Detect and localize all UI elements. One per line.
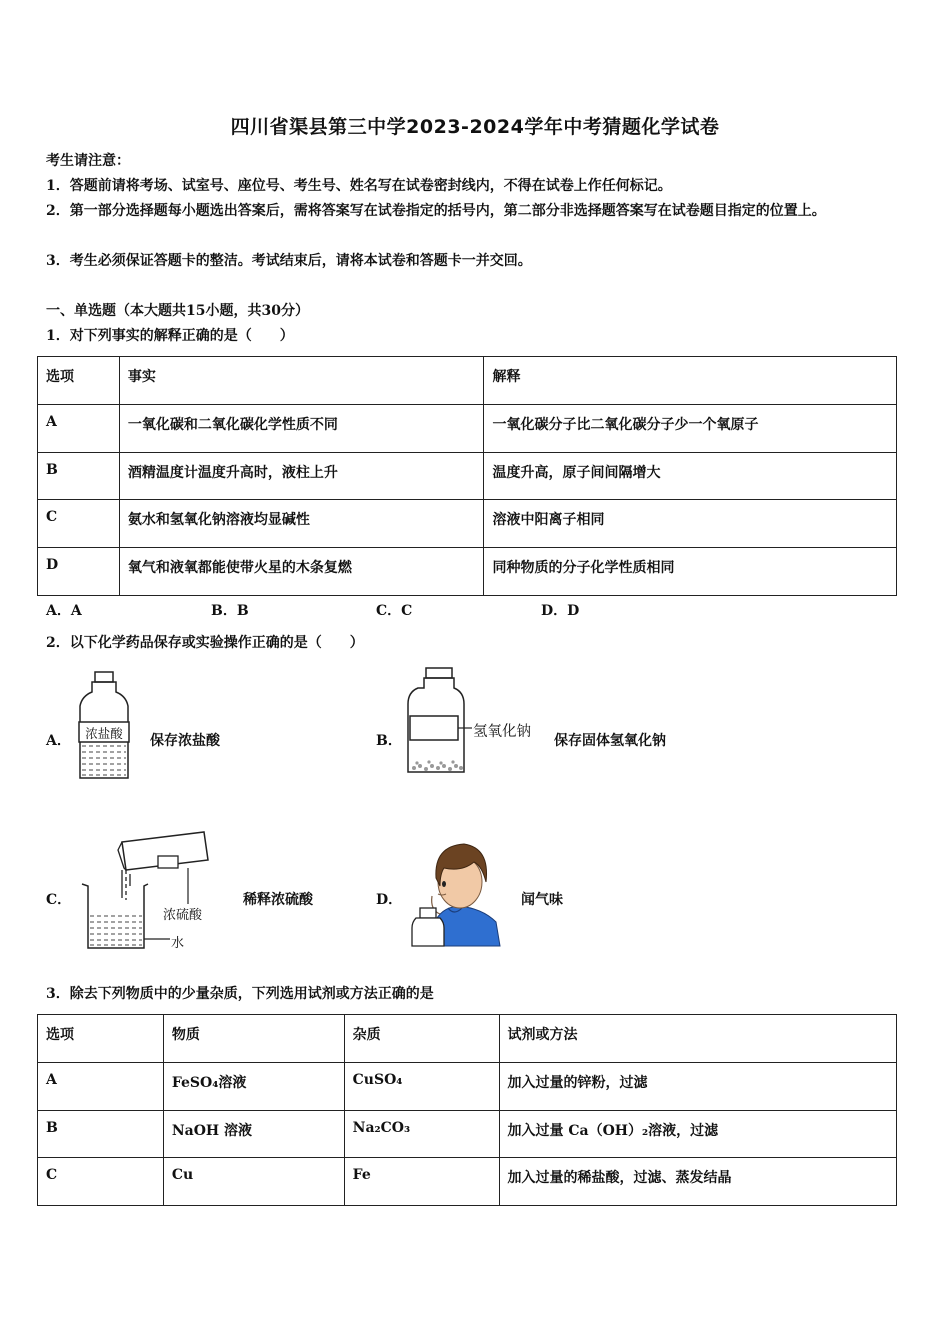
table-row <box>38 1063 897 1111</box>
table-cell: Na₂CO₃ <box>344 1111 499 1158</box>
q2-stem: 2．以下化学药品保存或实验操作正确的是（ ） <box>46 635 364 651</box>
table-cell: FeSO₄溶液 <box>163 1063 344 1111</box>
q3-header-option: 选项 <box>38 1015 164 1063</box>
q2-option-c-letter: C． <box>46 892 72 908</box>
q1-option-b: B．B <box>211 603 249 619</box>
table-cell: CuSO₄ <box>344 1063 499 1111</box>
q1-header-fact: 事实 <box>119 357 484 405</box>
table-cell: B <box>38 1111 164 1158</box>
q1-header-row <box>38 357 897 405</box>
table-cell: 温度升高，原子间间隔增大 <box>484 453 897 500</box>
q1-option-c: C．C <box>376 603 413 619</box>
notice-item-3: 3．考生必须保证答题卡的整洁。考试结束后，请将本试卷和答题卡一并交回。 <box>46 253 532 269</box>
table-cell: 溶液中阳离子相同 <box>484 500 897 548</box>
q2-c-water-label: 水 <box>171 936 185 951</box>
q2-option-a-caption: 保存浓盐酸 <box>150 733 220 749</box>
q2-option-c-caption: 稀释浓硫酸 <box>243 892 313 908</box>
table-cell: Cu <box>163 1158 344 1206</box>
q3-header-method: 试剂或方法 <box>499 1015 897 1063</box>
q1-header-option: 选项 <box>38 357 120 405</box>
table-cell: 同种物质的分子化学性质相同 <box>484 548 897 596</box>
table-cell: D <box>38 548 120 596</box>
table-cell: 一氧化碳和二氧化碳化学性质不同 <box>119 405 484 453</box>
table-row <box>38 548 897 596</box>
q3-header-row <box>38 1015 897 1063</box>
table-row <box>38 1111 897 1158</box>
notice-item-2: 2．第一部分选择题每小题选出答案后，需将答案写在试卷指定的括号内，第二部分非选择题答案写在试卷题目指定的位置上。 <box>46 203 826 219</box>
q3-header-impurity: 杂质 <box>344 1015 499 1063</box>
q1-stem: 1．对下列事实的解释正确的是（ ） <box>46 328 294 344</box>
dilute-sulfuric-acid-icon <box>78 828 213 954</box>
table-cell: A <box>38 1063 164 1111</box>
table-row <box>38 453 897 500</box>
table-row <box>38 500 897 548</box>
table-cell: C <box>38 500 120 548</box>
q3-stem: 3．除去下列物质中的少量杂质，下列选用试剂或方法正确的是 <box>46 986 434 1002</box>
table-cell: A <box>38 405 120 453</box>
table-cell: 氧气和液氧都能使带火星的木条复燃 <box>119 548 484 596</box>
table-cell: 酒精温度计温度升高时，液柱上升 <box>119 453 484 500</box>
q2-option-d-letter: D． <box>376 892 403 908</box>
q1-table <box>37 356 897 596</box>
notice-item-1: 1．答题前请将考场、试室号、座位号、考生号、姓名写在试卷密封线内，不得在试卷上作任何标记。 <box>46 178 672 194</box>
table-cell: 一氧化碳分子比二氧化碳分子少一个氧原子 <box>484 405 897 453</box>
page-title: 四川省渠县第三中学2023-2024学年中考猜题化学试卷 <box>230 116 720 138</box>
table-cell: B <box>38 453 120 500</box>
q2-c-acid-label: 浓硫酸 <box>163 908 203 923</box>
q1-option-a: A．A <box>46 603 82 619</box>
table-row <box>38 405 897 453</box>
q2-option-b-caption: 保存固体氢氧化钠 <box>554 733 666 749</box>
q3-header-substance: 物质 <box>163 1015 344 1063</box>
q2-option-a-letter: A． <box>46 733 71 749</box>
q2-a-bottle-label: 浓盐酸 <box>85 726 123 741</box>
table-cell: 加入过量的稀盐酸，过滤、蒸发结晶 <box>499 1158 897 1206</box>
sodium-hydroxide-bottle-icon <box>404 666 474 778</box>
table-cell: 加入过量 Ca（OH）₂溶液，过滤 <box>499 1111 897 1158</box>
table-cell: 加入过量的锌粉，过滤 <box>499 1063 897 1111</box>
q2-option-d-caption: 闻气味 <box>521 892 563 908</box>
q2-b-bottle-label: 氢氧化钠 <box>473 724 531 740</box>
notice-heading: 考生请注意： <box>46 153 130 169</box>
q1-header-explanation: 解释 <box>484 357 897 405</box>
smelling-person-icon <box>410 838 502 950</box>
section-heading: 一、单选题（本大题共15小题，共30分） <box>46 303 309 319</box>
q3-table <box>37 1014 897 1206</box>
table-cell: 氨水和氢氧化钠溶液均显碱性 <box>119 500 484 548</box>
table-row <box>38 1158 897 1206</box>
q1-option-d: D．D <box>541 603 580 619</box>
table-cell: NaOH 溶液 <box>163 1111 344 1158</box>
table-cell: C <box>38 1158 164 1206</box>
q2-option-b-letter: B． <box>376 733 402 749</box>
table-cell: Fe <box>344 1158 499 1206</box>
